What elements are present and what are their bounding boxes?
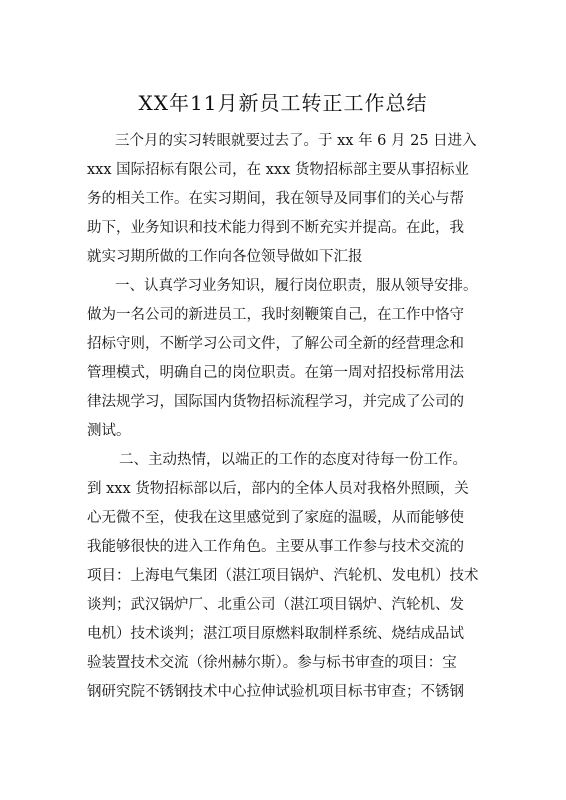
section-heading-line: 一、认真学习业务知识，履行岗位职责，服从领导安排。	[115, 278, 478, 294]
paragraph-line: 心无微不至，使我在这里感觉到了家庭的温暖，从而能够使	[87, 510, 464, 526]
document-body	[87, 127, 487, 707]
section-heading-line: 二、主动热情，以端正的工作的态度对待每一份工作。	[119, 452, 467, 468]
paragraph-line: 项目：上海电气集团（湛江项目锅炉、汽轮机、发电机）技术	[87, 568, 479, 584]
paragraph-line: 测试。	[87, 423, 131, 439]
paragraph-line: 钢研究院不锈钢技术中心拉伸试验机项目标书审查；不锈钢	[87, 684, 464, 700]
paragraph-line: 我能够很快的进入工作角色。主要从事工作参与技术交流的	[87, 539, 464, 555]
document-title: XX年11月新员工转正工作总结	[138, 91, 428, 115]
paragraph-line: xxx 国际招标有限公司，在 xxx 货物招标部主要从事招标业	[87, 162, 469, 178]
paragraph-line: 助下，业务知识和技术能力得到不断充实并提高。在此，我	[87, 220, 464, 236]
paragraph-line: 务的相关工作。在实习期间，我在领导及同事们的关心与帮	[87, 191, 464, 207]
paragraph-line: 验装置技术交流（徐州赫尔斯）。参与标书审查的项目：宝	[87, 655, 457, 671]
paragraph-line: 做为一名公司的新进员工，我时刻鞭策自己，在工作中恪守	[87, 307, 464, 323]
paragraph-line: 律法规学习，国际国内货物招标流程学习，并完成了公司的	[87, 394, 464, 410]
paragraph-line: 谈判；武汉锅炉厂、北重公司（湛江项目锅炉、汽轮机、发	[87, 597, 464, 613]
paragraph-line: 就实习期所做的工作向各位领导做如下汇报	[87, 249, 363, 265]
paragraph-line: 电机）技术谈判；湛江项目原燃料取制样系统、烧结成品试	[87, 626, 464, 642]
paragraph-line: 招标守则，不断学习公司文件，了解公司全新的经营理念和	[87, 336, 464, 352]
paragraph-line: 三个月的实习转眼就要过去了。于 xx 年 6 月 25 日进入	[115, 133, 477, 149]
paragraph-line: 管理模式，明确自己的岗位职责。在第一周对招投标常用法	[87, 365, 464, 381]
paragraph-line: 到 xxx 货物招标部以后，部内的全体人员对我格外照顾，关	[87, 481, 469, 497]
